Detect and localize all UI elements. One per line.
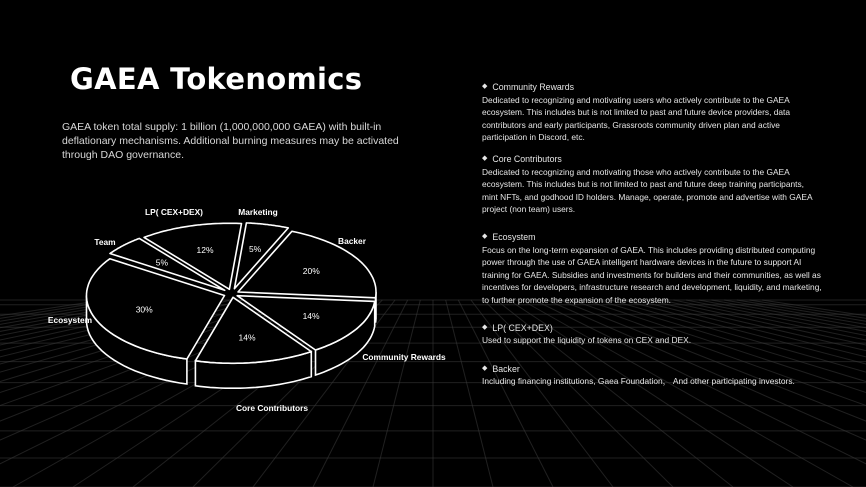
section-description: Including financing institutions, Gaea Foundation， And other participating investors.	[482, 376, 795, 387]
section-description: Dedicated to recognizing and motivating users who actively contribute to the GAEA ecosystem. This includes but is not limited to past and future device providers, data contributors and early participants, Grassroots community driven plan and active participation in Discord, etc.	[482, 94, 791, 143]
section-title: LP( CEX+DEX)	[492, 322, 553, 333]
section-core-contributors	[482, 153, 822, 216]
diamond-bullet-icon: ◆	[482, 83, 488, 90]
section-title: Core Contributors	[492, 153, 562, 164]
section-title: Community Rewards	[492, 82, 575, 92]
category-label-core-contributors: Core Contributors	[235, 403, 309, 413]
value-label-core-contributors: 14%	[238, 332, 256, 343]
category-label-ecosystem: Ecosystem	[47, 315, 93, 325]
page-title: GAEA Tokenomics	[70, 62, 363, 96]
section-description: Focus on the long-term expansion of GAEA. This includes providing distributed computing power through the use of GAEA intelligent hardware devices in the future to support AI training for GAEA. Subsidies and investments for builders and their communities, as well as incentives for developers, infrastructure research and development, liquidity, and marketing, to further promote the expansion of the ecosystem.	[482, 244, 822, 305]
value-label-backer: 20%	[302, 265, 320, 276]
diamond-bullet-icon: ◆	[482, 364, 488, 372]
section-lp	[482, 322, 822, 347]
category-label-community-rewards: Community Rewards	[362, 352, 446, 362]
section-title: Ecosystem	[492, 231, 536, 242]
section-community-rewards	[482, 81, 822, 144]
diamond-bullet-icon: ◆	[482, 323, 488, 331]
diamond-bullet-icon: ◆	[482, 232, 488, 240]
section-backer	[482, 363, 822, 388]
allocation-descriptions	[482, 81, 822, 397]
diamond-bullet-icon: ◆	[482, 154, 488, 162]
section-description: Used to support the liquidity of tokens on CEX and DEX.	[482, 335, 692, 346]
category-label-marketing: Marketing	[238, 207, 278, 217]
category-label-lp-cex-dex: LP( CEX+DEX)	[145, 207, 203, 217]
category-label-backer: Backer	[338, 236, 366, 246]
section-title: Backer	[492, 363, 520, 374]
intro-text: GAEA token total supply: 1 billion (1,000,000,000 GAEA) with built-in deflationary mechanisms. Additional burning measures may be activated through DAO governance.	[62, 121, 399, 161]
value-label-ecosystem: 30%	[135, 304, 153, 315]
value-label-team: 5%	[155, 257, 169, 268]
value-label-community-rewards: 14%	[302, 311, 320, 322]
category-label-team: Team	[94, 237, 116, 247]
section-ecosystem	[482, 231, 822, 307]
section-description: Dedicated to recognizing and motivating those who actively contribute to the GAEA ecosystem. This includes but is not limited to past and future deep training participants, mint NFTs, and godhood ID holders. Manage, operate, promote and advertise with GAEA project (non team) users.	[482, 166, 813, 215]
value-label-marketing: 5%	[248, 244, 262, 254]
value-label-lp-cex-dex: 12%	[196, 245, 214, 255]
